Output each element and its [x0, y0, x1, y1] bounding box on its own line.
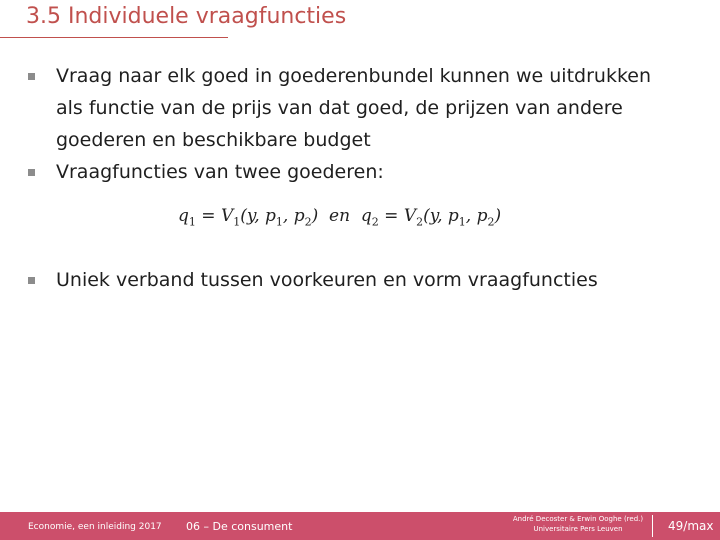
page-number: 49/max — [668, 519, 714, 533]
footer-authors: André Decoster & Erwin Ooghe (red.) — [512, 515, 644, 523]
title-underline — [0, 37, 228, 38]
footer-divider — [652, 515, 653, 537]
bullet-line: goederen en beschikbare budget — [56, 129, 371, 151]
footer-press: Universitaire Pers Leuven — [533, 525, 623, 533]
bullet-line: Uniek verband tussen voorkeuren en vorm vraagfuncties — [56, 269, 598, 291]
bullet-line: Vraagfuncties van twee goederen: — [56, 161, 384, 183]
bullet-line: Vraag naar elk goed in goederenbundel kunnen we uitdrukken — [56, 65, 652, 87]
footer-course: Economie, een inleiding 2017 — [28, 522, 162, 532]
bullet-square-icon — [28, 73, 35, 80]
bullet-square-icon — [28, 169, 35, 176]
bullet-line: als functie van de prijs van dat goed, de prijzen van andere — [56, 97, 623, 119]
demand-formula: $q_1 = V_1(y$, $p_1$, $p_2$) en $q_2 = V_2(y$, $p_1$, $p_2$) — [178, 206, 502, 229]
footer-publisher — [508, 514, 648, 534]
page-title: 3.5 Individuele vraagfuncties — [26, 4, 347, 29]
footer-chapter: 06 – De consument — [186, 520, 293, 533]
bullet-square-icon — [28, 277, 35, 284]
footer-bar — [0, 512, 720, 540]
